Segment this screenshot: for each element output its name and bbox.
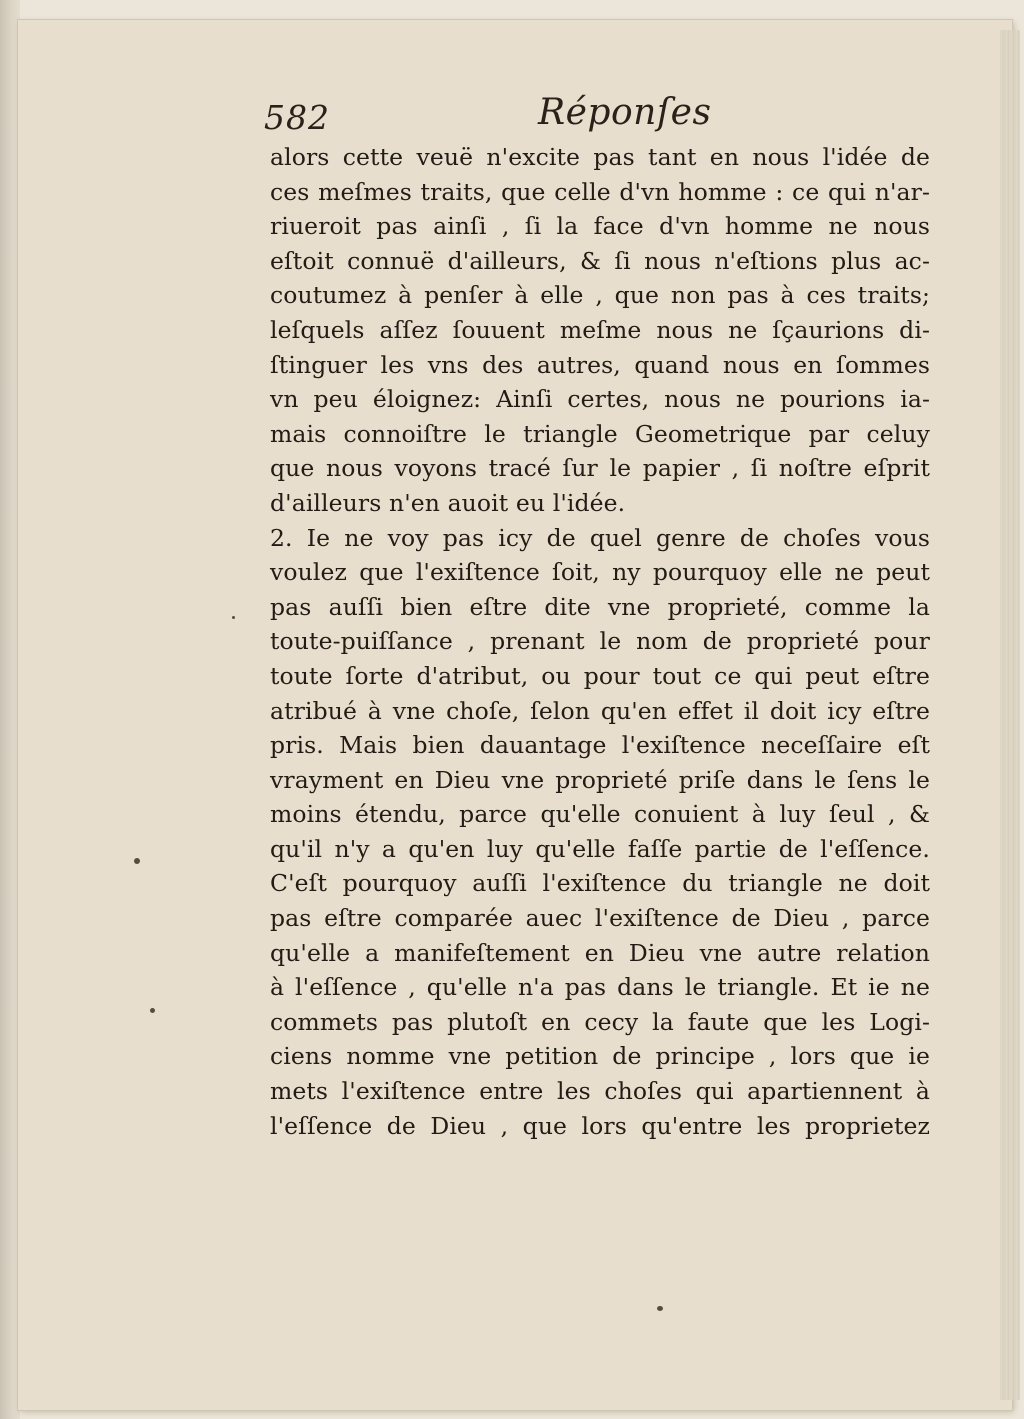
text-line: coutumez à penſer à elle , que non pas à ces traits; <box>270 281 930 310</box>
text-line: mets l'exiſtence entre les choſes qui apartiennent à <box>270 1077 930 1106</box>
paper-speck <box>657 1306 663 1311</box>
running-head: Réponſes <box>538 92 712 133</box>
text-line: ſtinguer les vns des autres, quand nous en ſommes <box>270 350 930 379</box>
text-line: à l'eſſence , qu'elle n'a pas dans le triangle. Et ie ne <box>270 973 930 1002</box>
text-line: C'eſt pourquoy auſſi l'exiſtence du triangle ne doit <box>270 869 930 898</box>
text-line: d'ailleurs n'en auoit eu l'idée. <box>270 488 626 517</box>
page-header <box>262 92 922 142</box>
text-line: eſtoit connuë d'ailleurs, & ſi nous n'eſtions plus ac- <box>270 246 930 275</box>
page-fore-edge <box>1000 30 1020 1400</box>
text-line: l'eſſence de Dieu , que lors qu'entre les proprietez <box>270 1111 930 1140</box>
text-line: ciens nomme vne petition de principe , lors que ie <box>270 1042 930 1071</box>
text-line: atribué à vne choſe, ſelon qu'en effet il doit icy eſtre <box>270 696 930 725</box>
text-line: pas eſtre comparée auec l'exiſtence de Dieu , parce <box>270 904 930 933</box>
text-line: que nous voyons tracé ſur le papier , ſi noſtre eſprit <box>270 454 930 483</box>
paper-speck <box>150 1008 155 1013</box>
text-line: commets pas plutoſt en cecy la faute que les Logi- <box>270 1007 930 1036</box>
binding-edge <box>0 0 20 1419</box>
text-line: moins étendu, parce qu'elle conuient à luy ſeul , & <box>270 800 930 829</box>
text-line: 2. Ie ne voy pas icy de quel genre de choſes vous <box>270 523 930 552</box>
text-line: toute ſorte d'atribut, ou pour tout ce qui peut eſtre <box>270 661 930 690</box>
text-line: leſquels aſſez ſouuent meſme nous ne ſçaurions di- <box>270 315 930 344</box>
text-line: pris. Mais bien dauantage l'exiſtence neceſſaire eſt <box>270 731 930 760</box>
page-number: 582 <box>264 98 330 137</box>
text-line: voulez que l'exiſtence ſoit, ny pourquoy elle ne peut <box>270 558 930 587</box>
text-line: qu'elle a manifeſtement en Dieu vne autre relation <box>270 938 930 967</box>
text-line: vrayment en Dieu vne proprieté priſe dans le ſens le <box>270 765 930 794</box>
text-line: riueroit pas ainſi , ſi la face d'vn homme ne nous <box>270 212 930 241</box>
paper-speck <box>134 858 140 864</box>
text-line: qu'il n'y a qu'en luy qu'elle faſſe partie de l'eſſence. <box>270 834 930 863</box>
text-line: alors cette veuë n'excite pas tant en nous l'idée de <box>270 143 930 171</box>
text-line: pas auſſi bien eſtre dite vne proprieté, comme la <box>270 592 930 621</box>
paper-speck <box>232 616 235 619</box>
text-line: vn peu éloignez: Ainſi certes, nous ne pourions ia- <box>270 385 930 414</box>
text-line: mais connoiſtre le triangle Geometrique par celuy <box>270 419 930 448</box>
text-line: ces meſmes traits, que celle d'vn homme : ce qui n'ar- <box>270 177 930 206</box>
text-line: toute-puiſſance , prenant le nom de proprieté pour <box>270 627 930 656</box>
body-text <box>270 140 930 1143</box>
